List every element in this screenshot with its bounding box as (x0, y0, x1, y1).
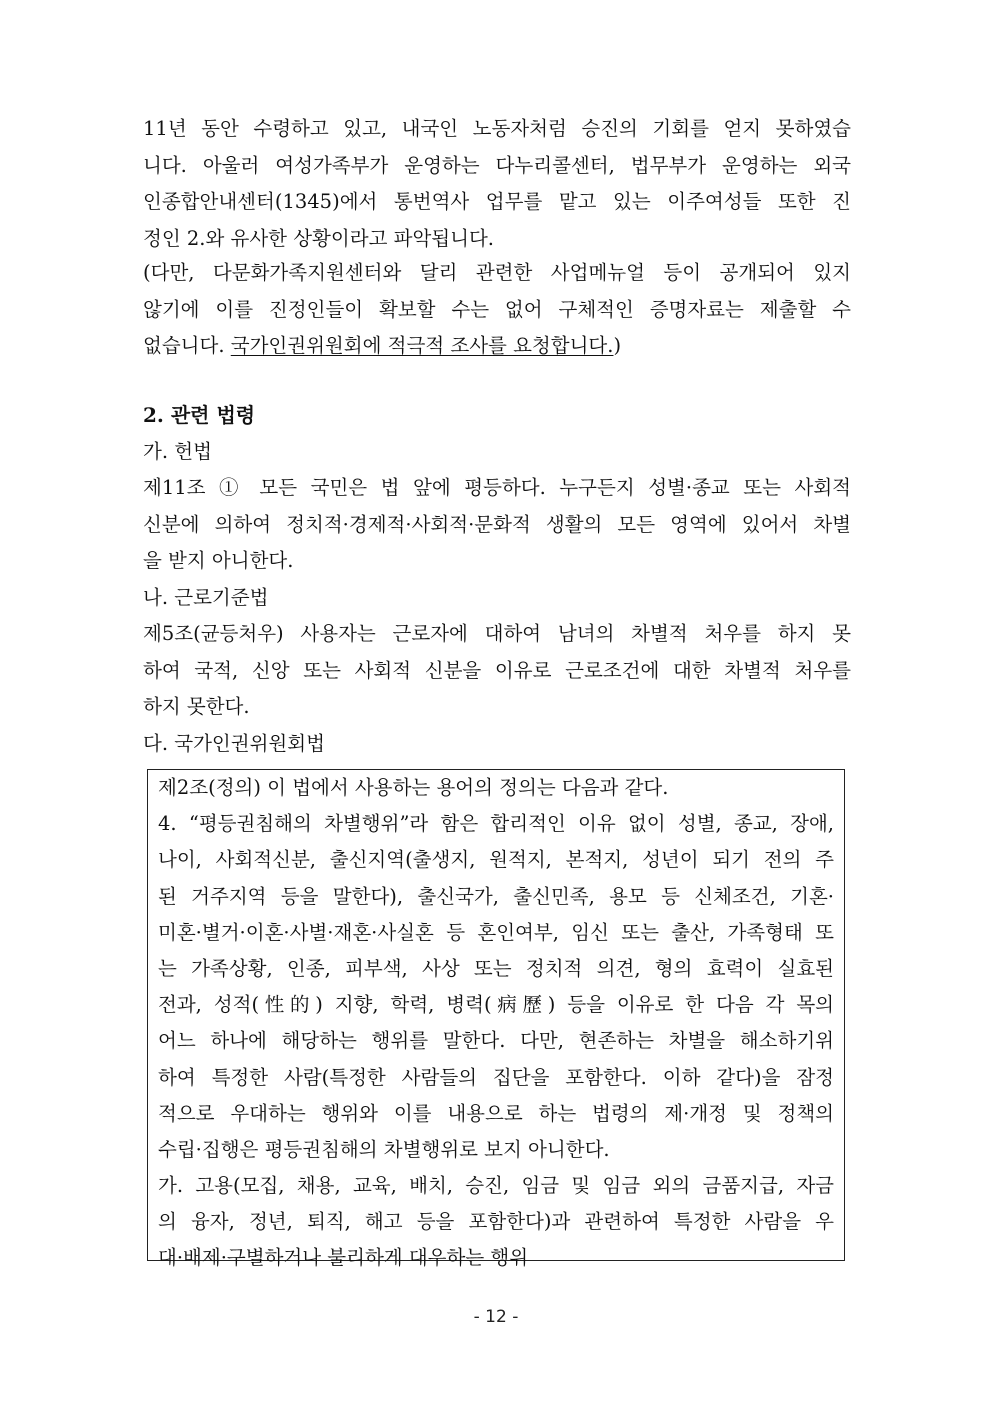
text-segment: 없습니다. (143, 334, 231, 357)
subsection-title-nhrc: 다. 국가인권위원회법 (143, 731, 325, 755)
text-line: 대·배제·구별하거나 불리하게 대우하는 행위 (158, 1246, 529, 1270)
text-line: 나이, 사회적신분, 출신지역(출생지, 원적지, 본적지, 성년이 되기 전의 주 (158, 848, 834, 872)
text-line: (다만, 다문화가족지원센터와 달리 관련한 사업메뉴얼 등이 공개되어 있지 (143, 261, 851, 284)
text-line: 전과, 성적(性的) 지향, 학력, 병력(病歷) 등을 이유로 한 다음 각 목의 (158, 993, 834, 1017)
statute-box (147, 769, 845, 1270)
subsection-title-labor: 나. 근로기준법 (143, 585, 269, 609)
text-line: 하여 국적, 신앙 또는 사회적 신분을 이유로 근로조건에 대한 차별적 처우를 (143, 658, 851, 682)
text-line: 정인 2.와 유사한 상황이라고 파악됩니다. (143, 226, 494, 250)
text-line: 인종합안내센터(1345)에서 통번역사 업무를 맡고 있는 이주여성들 또한 진 (143, 190, 851, 213)
text-line: 적으로 우대하는 행위와 이를 내용으로 하는 법령의 제·개정 및 정책의 (158, 1101, 834, 1125)
text-line: 11년 동안 수령하고 있고, 내국인 노동자처럼 승진의 기회를 얻지 못하였습 (143, 117, 851, 140)
text-line: 않기에 이를 진정인들이 확보할 수는 없어 구체적인 증명자료는 제출할 수 (143, 297, 851, 321)
section-heading: 2. 관련 법령 (143, 403, 256, 427)
text-line: 제5조(균등처우) 사용자는 근로자에 대하여 남녀의 차별적 처우를 하지 못 (143, 622, 851, 645)
subsection-title-constitution: 가. 헌법 (143, 439, 212, 463)
text-line: 된 거주지역 등을 말한다), 출신국가, 출신민족, 용모 등 신체조건, 기혼· (158, 884, 834, 908)
text-line: 가. 고용(모집, 채용, 교육, 배치, 승진, 임금 및 임금 외의 금품지급, 자금 (158, 1174, 834, 1198)
text-segment: ) (613, 334, 622, 357)
text-line: 제11조 ① 모든 국민은 법 앞에 평등하다. 누구든지 성별·종교 또는 사회적 (143, 476, 851, 499)
underlined-request: 국가인권위원회에 적극적 조사를 요청합니다. (230, 334, 614, 357)
page-number: - 12 - (473, 1307, 519, 1327)
text-line: 수립·집행은 평등권침해의 차별행위로 보지 아니한다. (158, 1137, 610, 1161)
text-line (143, 328, 851, 365)
text-line: 4. “평등권침해의 차별행위”라 함은 합리적인 이유 없이 성별, 종교, 장애, (158, 812, 834, 836)
text-line: 니다. 아울러 여성가족부가 운영하는 다누리콜센터, 법무부가 운영하는 외국 (143, 153, 851, 177)
text-line: 미혼·별거·이혼·사별·재혼·사실혼 등 혼인여부, 임신 또는 출산, 가족형태 또 (158, 920, 834, 944)
statute-text (158, 770, 834, 1277)
text-line: 하지 못한다. (143, 695, 250, 718)
text-line: 의 융자, 정년, 퇴직, 해고 등을 포함한다)과 관련하여 특정한 사람을 우 (158, 1210, 834, 1234)
text-line: 을 받지 아니한다. (143, 549, 294, 572)
text-line: 는 가족상황, 인종, 피부색, 사상 또는 정치적 의견, 형의 효력이 실효된 (158, 956, 834, 980)
text-line: 제2조(정의) 이 법에서 사용하는 용어의 정의는 다음과 같다. (158, 776, 669, 799)
text-line: 어느 하나에 해당하는 행위를 말한다. 다만, 현존하는 차별을 해소하기위 (158, 1029, 834, 1053)
text-line: 하여 특정한 사람(특정한 사람들의 집단을 포함한다. 이하 같다)을 잠정 (158, 1065, 834, 1089)
paragraph-note (143, 255, 851, 365)
paragraph-intro (143, 111, 851, 257)
section-related-laws (143, 397, 851, 762)
text-line: 신분에 의하여 정치적·경제적·사회적·문화적 생활의 모든 영역에 있어서 차별 (143, 512, 851, 536)
